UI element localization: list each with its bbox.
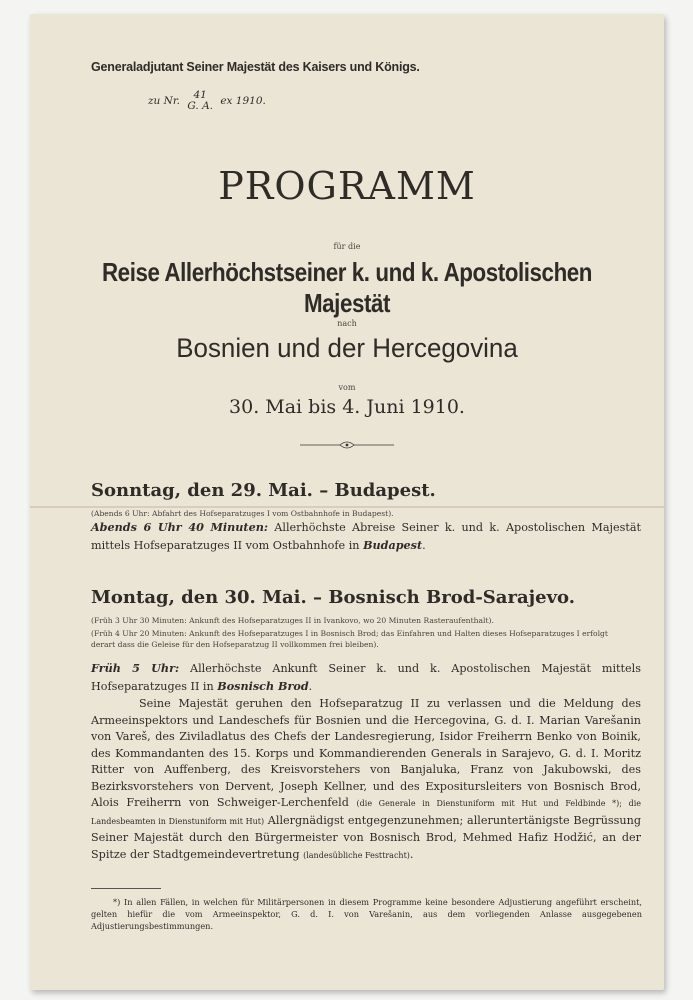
title-connector-vom: vom bbox=[338, 383, 356, 392]
ref-prefix: zu Nr. bbox=[148, 95, 181, 107]
footnote: *) In allen Fällen, in welchen für Militärpersonen in diesem Programme keine besondere Adjustierung angeführt erscheint, gelten hiefür die vom Armeeinspektor, G. d. I. von Varešanin, aus dem vorliegenden Anlasse ausgegebenen Adjustierungsbestimmungen. bbox=[91, 897, 642, 931]
monday-time: Früh 5 Uhr: bbox=[91, 661, 180, 675]
journey-dates: 30. Mai bis 4. Juni 1910. bbox=[229, 396, 465, 418]
ref-suffix: ex 1910. bbox=[220, 95, 266, 107]
monday-body-end: . bbox=[409, 847, 414, 861]
monday-body-2: Allergnädigst entgegenzunehmen; alleruntertänigste Begrüssung Seiner Majestät durch den Bürgermeister von Bosnisch Brod, Mehmed Hafiz Hodžić, an der Spitze der Stadtgemeindevertretung bbox=[91, 813, 641, 861]
ref-code: G. A. bbox=[187, 100, 213, 112]
sunday-note: (Abends 6 Uhr: Abfahrt des Hofseparatzuges I vom Ostbahnhofe in Budapest). bbox=[91, 509, 394, 518]
monday-note-1: (Früh 3 Uhr 30 Minuten: Ankunft des Hofseparatzuges II in Ivankovo, wo 20 Minuten Rasteraufenthalt). bbox=[91, 616, 494, 625]
document-page bbox=[30, 14, 664, 990]
office-header: Generaladjutant Seiner Majestät des Kaisers und Königs. bbox=[91, 60, 420, 74]
sunday-time: Abends 6 Uhr 40 Minuten: bbox=[91, 520, 268, 534]
monday-entry bbox=[91, 660, 641, 695]
footnote-divider bbox=[91, 888, 161, 889]
monday-heading: Montag, den 30. Mai. – Bosnisch Brod-Sarajevo. bbox=[91, 587, 575, 608]
monday-end: . bbox=[308, 679, 313, 693]
sunday-entry bbox=[91, 519, 641, 554]
monday-body bbox=[91, 696, 641, 864]
monday-body-dress-2: (landesübliche Festtracht) bbox=[303, 850, 410, 860]
ref-number: 41 bbox=[193, 89, 207, 101]
reference-number bbox=[148, 90, 266, 112]
document-title: PROGRAMM bbox=[218, 164, 476, 208]
sunday-heading: Sonntag, den 29. Mai. – Budapest. bbox=[91, 480, 436, 501]
ornament-divider bbox=[300, 438, 394, 452]
monday-place: Bosnisch Brod bbox=[217, 678, 309, 693]
journey-title: Reise Allerhöchstseiner k. und k. Apostolischen Majestät bbox=[101, 257, 593, 318]
monday-body-1: Seine Majestät geruhen den Hofseparatzug II zu verlassen und die Meldung des Armeeinspektors und Landeschefs für Bosnien und die Hercegovina, G. d. I. Marian Varešanin von Vareš, des Ziviladlatus des Chefs der Landesregierung, Isidor Freiherrn Benko von Boinik, des Kommandanten des 15. Korps und Kommandierenden Generals in Sarajevo, G. d. I. Moritz Ritter von Auffenberg, des Kreisvorstehers von Banjaluka, Franz von Jakubowski, des Bezirksvorstehers von Dervent, Joseph Kellner, und des Expositursleiters von Bosnisch Brod, Alois Freiherrn von Schweiger-Lerchenfeld bbox=[91, 697, 641, 809]
title-connector-fuer: für die bbox=[333, 242, 361, 251]
monday-text: Allerhöchste Ankunft Seiner k. und k. Apostolischen Majestät mittels Hofseparatzuges II in bbox=[91, 662, 641, 693]
monday-note-2: (Früh 4 Uhr 20 Minuten: Ankunft des Hofseparatzuges I in Bosnisch Brod; das Einfahren und Halten dieses Hofseparatzuges I erfolgt derart dass die Geleise für den Hofseparatzug II vollkommen frei bleiben). bbox=[91, 629, 608, 649]
sunday-text: Allerhöchste Abreise Seiner k. und k. Apostolischen Majestät mittels Hofseparatzuges II vom Ostbahnhofe in bbox=[91, 521, 642, 552]
sunday-place: Budapest bbox=[363, 537, 423, 552]
sunday-end: . bbox=[422, 538, 426, 552]
destination-title: Bosnien und der Hercegovina bbox=[176, 333, 518, 363]
title-connector-nach: nach bbox=[337, 319, 357, 328]
ref-fraction bbox=[187, 90, 213, 112]
monday-body-dress: (die Generale in Dienstuniform mit Hut und Feldbinde *); die Landesbeamten in Dienstuniform mit Hut) bbox=[91, 799, 641, 826]
